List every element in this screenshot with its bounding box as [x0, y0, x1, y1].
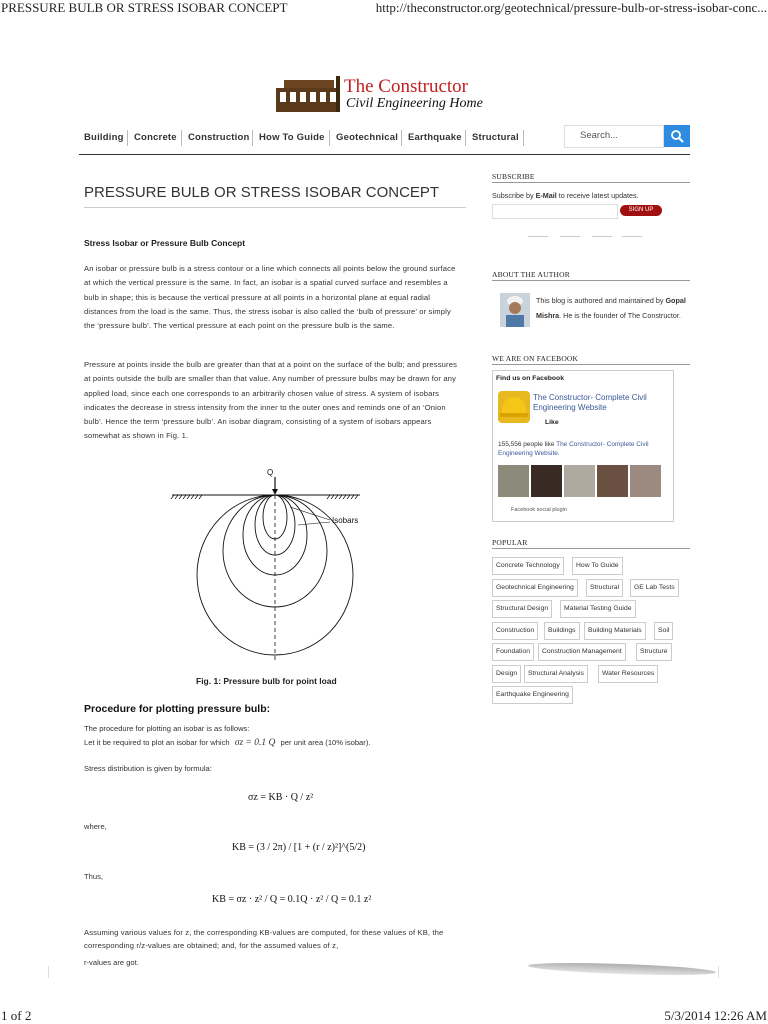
print-page-count: 1 of 2 [1, 1008, 32, 1023]
subscribe-text-c: to receive latest updates. [558, 191, 639, 200]
popular-heading: POPULAR [492, 538, 528, 547]
fan-avatar[interactable] [564, 465, 595, 497]
facebook-heading: WE ARE ON FACEBOOK [492, 354, 579, 363]
page-edge [718, 966, 719, 978]
tag-construction-management[interactable]: Construction Management [538, 643, 626, 661]
sidebar-divider [492, 182, 690, 183]
author-bio [536, 294, 686, 323]
print-page-title: PRESSURE BULB OR STRESS ISOBAR CONCEPT [1, 0, 288, 15]
nav-how-to-guide[interactable]: How To Guide [259, 132, 325, 143]
tag-concrete-technology[interactable]: Concrete Technology [492, 557, 564, 575]
subscribe-text [492, 191, 639, 200]
formula-kb: KB = (3 / 2π) / [1 + (r / z)²]^(5/2) [232, 842, 366, 853]
search-placeholder: Search... [580, 130, 619, 141]
subscribe-heading: SUBSCRIBE [492, 172, 535, 181]
author-heading: ABOUT THE AUTHOR [492, 270, 570, 279]
nav-separator [401, 130, 402, 146]
fb-count-link[interactable]: The Constructor- Complete Civil Engineering Website [498, 441, 649, 457]
browser-header [0, 0, 768, 18]
tag-foundation[interactable]: Foundation [492, 643, 534, 661]
final-paragraph: Assuming various values for z, the corresponding KB-values are computed, for these values of KB, the corresponding r/z-values are obtained; and, for the assumed values of z, [84, 928, 444, 950]
tag-structural-analysis[interactable]: Structural Analysis [524, 665, 588, 683]
author-name[interactable]: Gopal Mishra [536, 296, 686, 320]
logo-tagline: Civil Engineering Home [346, 96, 483, 111]
fan-avatar[interactable] [531, 465, 562, 497]
nav-separator [181, 130, 182, 146]
article-paragraph-1: An isobar or pressure bulb is a stress contour or a line which connects all points below the ground surface at which the vertical pressure is the same. In fact, an isobar is a spatial curved surface and resembles a bulb in shape; this is because the vertical pressure at all points in a horizontal plane at equal radial distances from the load is the same. Thus, the stress isobar is also called the ‘bulb of pressure’ or simply the ‘pressure bulb’. The vertical pressure at each point on the pressure bulb is the same. [84, 264, 456, 331]
author-photo-icon [500, 293, 530, 327]
tag-structural[interactable]: Structural [586, 579, 623, 597]
page-shadow [528, 961, 716, 978]
fb-count-text: 155,556 people like [498, 441, 555, 448]
site-logo[interactable] [274, 74, 504, 116]
fan-avatar[interactable] [597, 465, 628, 497]
logo-title: The Constructor [344, 76, 469, 97]
load-label: Q [267, 468, 274, 477]
fb-find-label: Find us on Facebook [496, 375, 564, 382]
nav-building[interactable]: Building [84, 132, 124, 143]
procedure-intro: The procedure for plotting an isobar is as follows: [84, 724, 250, 733]
stress-distribution-text: Stress distribution is given by formula: [84, 764, 212, 773]
tag-buildings[interactable]: Buildings [544, 622, 580, 640]
tag-water-resources[interactable]: Water Resources [598, 665, 658, 683]
colosseum-logo-icon [274, 74, 344, 114]
tag-structure[interactable]: Structure [636, 643, 672, 661]
nav-separator [465, 130, 466, 146]
fb-plugin-label: Facebook social plugin [511, 507, 567, 513]
signup-button[interactable]: SIGN UP [620, 205, 662, 216]
search-input[interactable] [564, 125, 664, 148]
tag-geotechnical-engineering[interactable]: Geotechnical Engineering [492, 579, 578, 597]
tag-earthquake-engineering[interactable]: Earthquake Engineering [492, 686, 573, 704]
thus-label: Thus, [84, 872, 103, 881]
article-paragraph-2: Pressure at points inside the bulb are greater than that at a point on the surface of the bulb; and pressures at points outside the bulb are smaller than that value. Any number of pressure bulbs may be drawn for any applied load, since each one corresponds to an arbitrarily chosen value of stress. A system of isobars indicates the decrease in stress intensity from the inner to the outer ones and reminds one of an ‘Onion bulb’. Hence the term ‘pressure bulb’. An isobar diagram, consisting of a system of isobars appears somewhat as shown in Fig. 1. [84, 360, 458, 441]
figure-caption: Fig. 1: Pressure bulb for point load [196, 676, 337, 686]
nav-earthquake[interactable]: Earthquake [408, 132, 462, 143]
author-text-b: . He is the founder of The Constructor. [559, 310, 681, 320]
sidebar-divider [492, 548, 690, 549]
author-text-a: This blog is authored and maintained by [536, 296, 664, 305]
nav-separator [329, 130, 330, 146]
tag-design[interactable]: Design [492, 665, 521, 683]
sidebar-divider [492, 280, 690, 281]
print-timestamp: 5/3/2014 12:26 AM [664, 1008, 767, 1023]
nav-separator [252, 130, 253, 146]
pressure-bulb-figure [170, 465, 400, 665]
article-title: PRESSURE BULB OR STRESS ISOBAR CONCEPT [84, 184, 440, 201]
procedure-requirement [84, 738, 370, 748]
fan-avatar[interactable] [630, 465, 661, 497]
fb-page-logo[interactable] [498, 391, 530, 423]
requirement-unit: per unit area (10% isobar). [280, 738, 371, 747]
final-line: r-values are got. [84, 958, 139, 967]
hard-hat-icon [498, 391, 530, 423]
formula-stress: σz = KB · Q / z² [248, 792, 314, 803]
isobars-label: Isobars [332, 516, 359, 525]
nav-construction[interactable]: Construction [188, 132, 250, 143]
tag-ge-lab-tests[interactable]: GE Lab Tests [630, 579, 679, 597]
tag-how-to-guide[interactable]: How To Guide [572, 557, 623, 575]
fb-like-button[interactable]: Like [545, 419, 559, 426]
fb-like-count: 155,556 people like The Constructor- Complete Civil Engineering Website. [498, 441, 649, 457]
sidebar-divider [492, 364, 690, 365]
where-label: where, [84, 822, 107, 831]
article-subheading: Stress Isobar or Pressure Bulb Concept [84, 238, 246, 248]
isobar-value-formula: σz = 0.1 Q [234, 738, 276, 748]
subscribe-text-a: Subscribe by [492, 191, 534, 200]
search-button[interactable] [664, 125, 690, 147]
tag-building-materials[interactable]: Building Materials [584, 622, 646, 640]
requirement-text: Let it be required to plot an isobar for which [84, 738, 230, 747]
tag-soil[interactable]: Soil [654, 622, 673, 640]
nav-concrete[interactable]: Concrete [134, 132, 177, 143]
facebook-widget [492, 370, 674, 522]
nav-separator [127, 130, 128, 146]
nav-structural[interactable]: Structural [472, 132, 519, 143]
author-avatar [500, 293, 530, 327]
tag-structural-design[interactable]: Structural Design [492, 600, 552, 618]
print-url[interactable]: http://theconstructor.org/geotechnical/pressure-bulb-or-stress-isobar-conc... [375, 0, 767, 15]
print-footer [0, 1008, 768, 1024]
email-field[interactable] [492, 204, 618, 219]
nav-separator [523, 130, 524, 146]
search-icon [664, 125, 690, 147]
fan-avatar[interactable] [498, 465, 529, 497]
subscribe-email: E-Mail [535, 191, 557, 200]
tag-material-testing-guide[interactable]: Material Testing Guide [560, 600, 636, 618]
fb-page-name[interactable]: The Constructor- Complete Civil Engineering Website [533, 393, 647, 412]
formula-kb-derived: KB = σz · z² / Q = 0.1Q · z² / Q = 0.1 z² [212, 894, 372, 905]
tag-construction[interactable]: Construction [492, 622, 538, 640]
page-edge [48, 966, 49, 978]
pressure-bulb-diagram [170, 465, 400, 665]
nav-geotechnical[interactable]: Geotechnical [336, 132, 399, 143]
procedure-heading: Procedure for plotting pressure bulb: [84, 703, 271, 715]
title-divider [84, 207, 466, 208]
